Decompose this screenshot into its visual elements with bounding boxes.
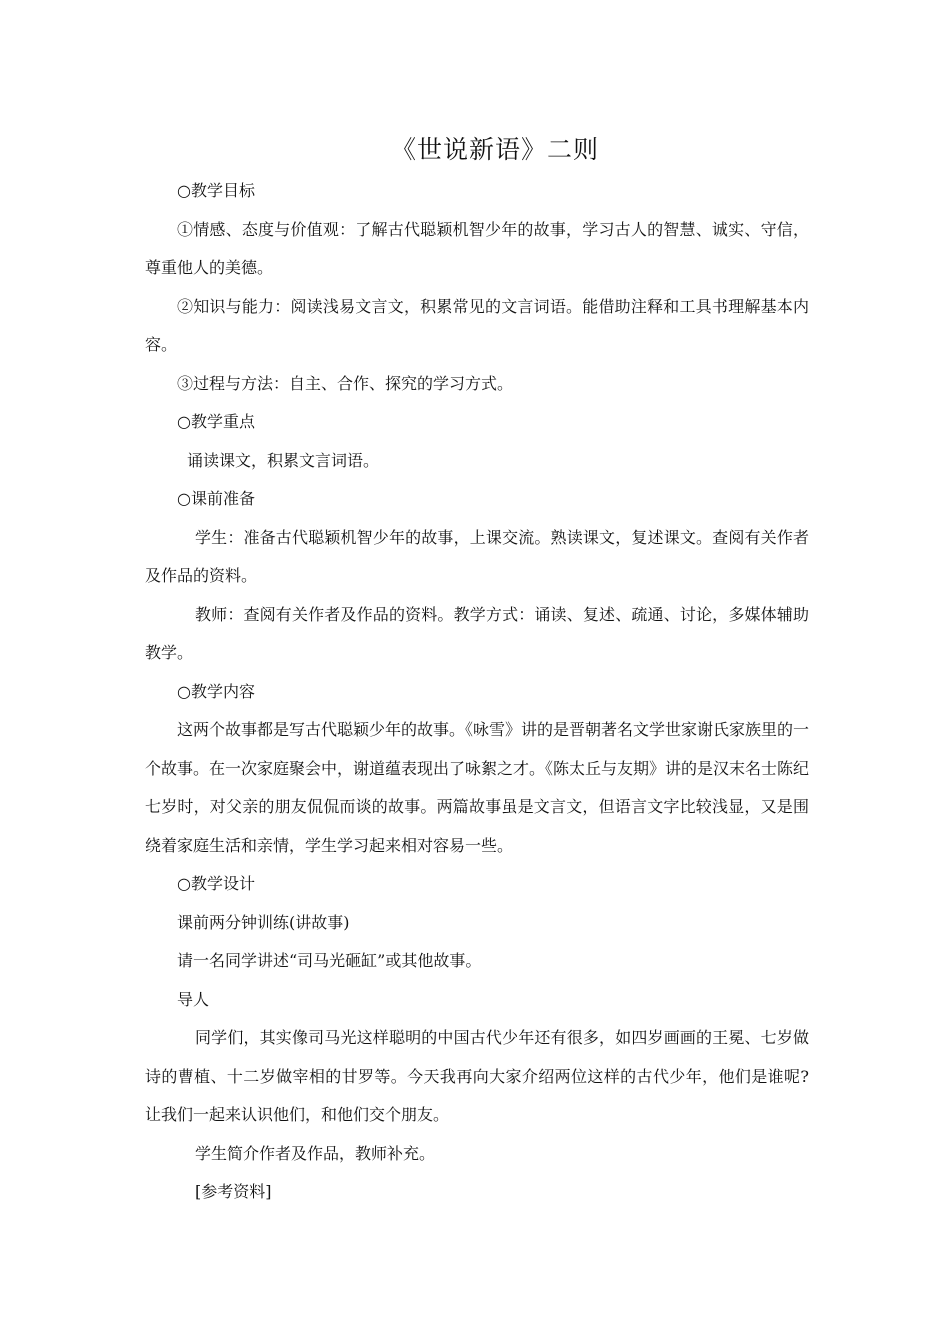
paragraph-content-1: 这两个故事都是写古代聪颖少年的故事。《咏雪》讲的是晋朝著名文学世家谢氏家族里的一个故事。在一次家庭聚会中，谢道蕴表现出了咏絮之才。《陈太丘与友期》讲的是汉末名士陈纪七岁时，对父亲的朋友侃侃而谈的故事。两篇故事虽是文言文，但语言文字比较浅显，又是围绕着家庭生活和亲情，学生学习起来相对容易一些。 xyxy=(145,720,810,855)
paragraph-prep-teacher: 教师：查阅有关作者及作品的资料。教学方式：诵读、复述、疏通、讨论，多媒体辅助教学。 xyxy=(145,604,809,662)
paragraph-goal-2: ②知识与能力：阅读浅易文言文，积累常见的文言词语。能借助注释和工具书理解基本内容。 xyxy=(145,296,809,354)
section-heading-content: ○教学内容 xyxy=(177,681,255,701)
document-body xyxy=(145,172,809,1212)
paragraph-goal-3: ③过程与方法：自主、合作、探究的学习方式。 xyxy=(177,373,514,393)
section-heading-design: ○教学设计 xyxy=(177,874,255,893)
paragraph-design-6: [参考资料] xyxy=(195,1182,272,1201)
paragraph-design-1: 课前两分钟训练(讲故事) xyxy=(177,912,350,932)
paragraph-design-3: 导人 xyxy=(177,989,210,1009)
section-heading-prep: ○课前准备 xyxy=(177,489,255,508)
section-heading-key: ○教学重点 xyxy=(177,412,255,431)
paragraph-prep-student: 学生：准备古代聪颖机智少年的故事，上课交流。熟读课文，复述课文。查阅有关作者及作品的资料。 xyxy=(145,527,809,585)
section-heading-goals: ○教学目标 xyxy=(177,181,255,200)
document-title: 《世说新语》二则 xyxy=(390,135,599,164)
paragraph-key-1: 诵读课文，积累文言词语。 xyxy=(187,450,380,470)
paragraph-design-2: 请一名同学讲述“司马光砸缸”或其他故事。 xyxy=(177,951,482,970)
paragraph-design-4: 同学们，其实像司马光这样聪明的中国古代少年还有很多，如四岁画画的王冕、七岁做诗的曹植、十二岁做宰相的甘罗等。今天我再向大家介绍两位这样的古代少年，他们是谁呢?让我们一起来认识他们，和他们交个朋友。 xyxy=(145,1028,809,1124)
paragraph-goal-1: ①情感、态度与价值观：了解古代聪颖机智少年的故事，学习古人的智慧、诚实、守信，尊重他人的美德。 xyxy=(145,219,809,277)
paragraph-design-5: 学生简介作者及作品，教师补充。 xyxy=(195,1143,436,1163)
